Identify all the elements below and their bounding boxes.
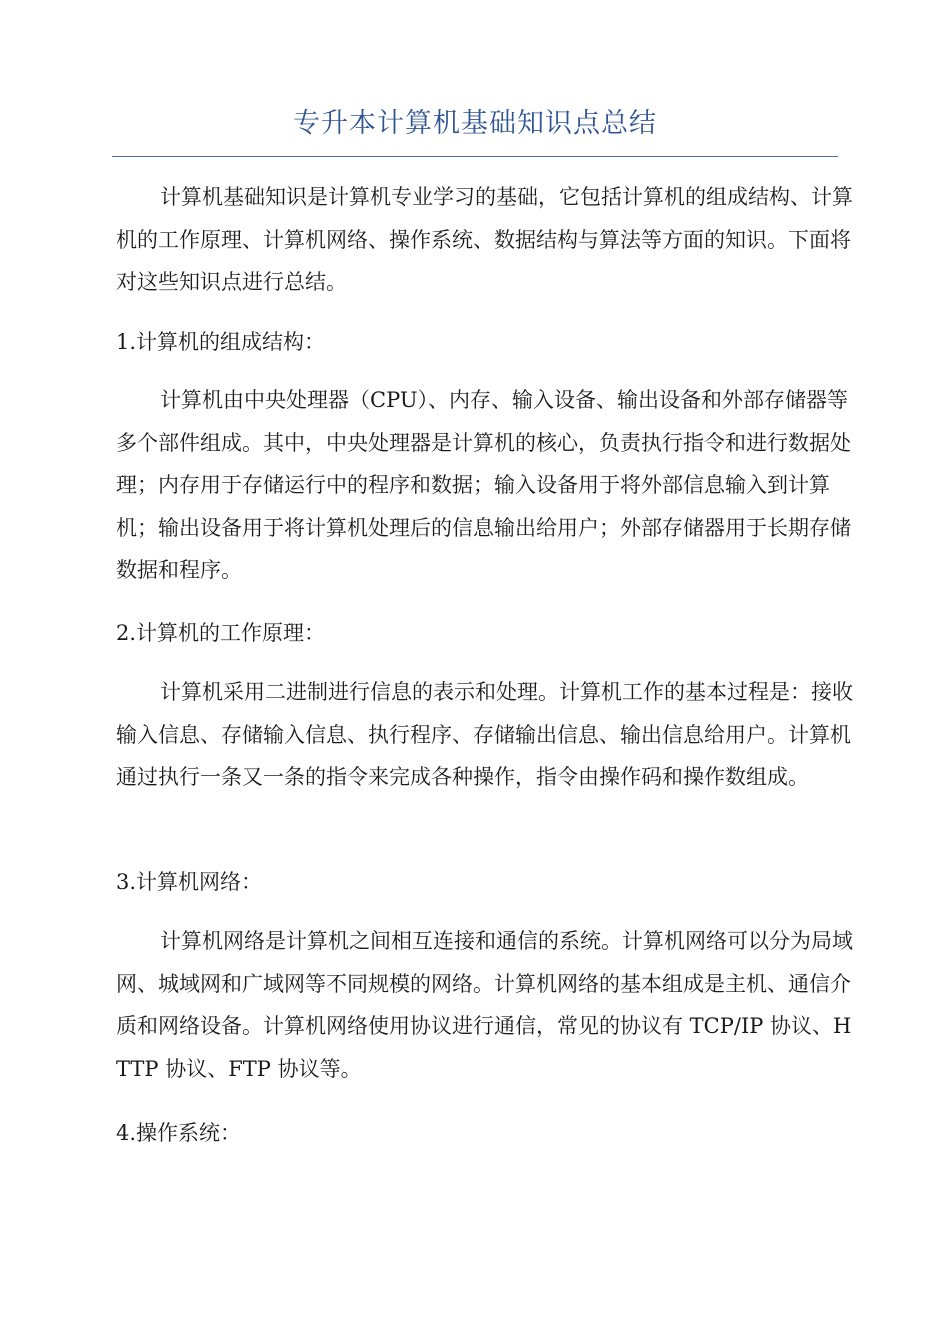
- section-2-body: 计算机采用二进制进行信息的表示和处理。计算机工作的基本过程是：接收输入信息、存储输入信息、执行程序、存储输出信息、输出信息给用户。计算机通过执行一条又一条的指令来完成各种操作，指令由操作码和操作数组成。: [116, 680, 853, 790]
- section-3-heading: 3.计算机网络：: [116, 870, 263, 894]
- intro-paragraph: 计算机基础知识是计算机专业学习的基础，它包括计算机的组成结构、计算机的工作原理、计算机网络、操作系统、数据结构与算法等方面的知识。下面将对这些知识点进行总结。: [116, 185, 853, 295]
- document-title: 专升本计算机基础知识点总结: [293, 108, 657, 139]
- title-underline: [112, 156, 838, 157]
- section-1-heading: 1.计算机的组成结构：: [116, 330, 326, 354]
- section-3-body: 计算机网络是计算机之间相互连接和通信的系统。计算机网络可以分为局域网、城域网和广域网等不同规模的网络。计算机网络的基本组成是主机、通信介质和网络设备。计算机网络使用协议进行通信，常见的协议有 TCP/IP 协议、HTTP 协议、FTP 协议等。: [116, 929, 853, 1081]
- section-1-body: 计算机由中央处理器（CPU）、内存、输入设备、输出设备和外部存储器等多个部件组成。其中，中央处理器是计算机的核心，负责执行指令和进行数据处理；内存用于存储运行中的程序和数据；输入设备用于将外部信息输入到计算机；输出设备用于将计算机处理后的信息输出给用户；外部存储器用于长期存储数据和程序。: [116, 388, 851, 583]
- section-4-heading: 4.操作系统：: [116, 1121, 242, 1145]
- section-2-heading: 2.计算机的工作原理：: [116, 621, 326, 645]
